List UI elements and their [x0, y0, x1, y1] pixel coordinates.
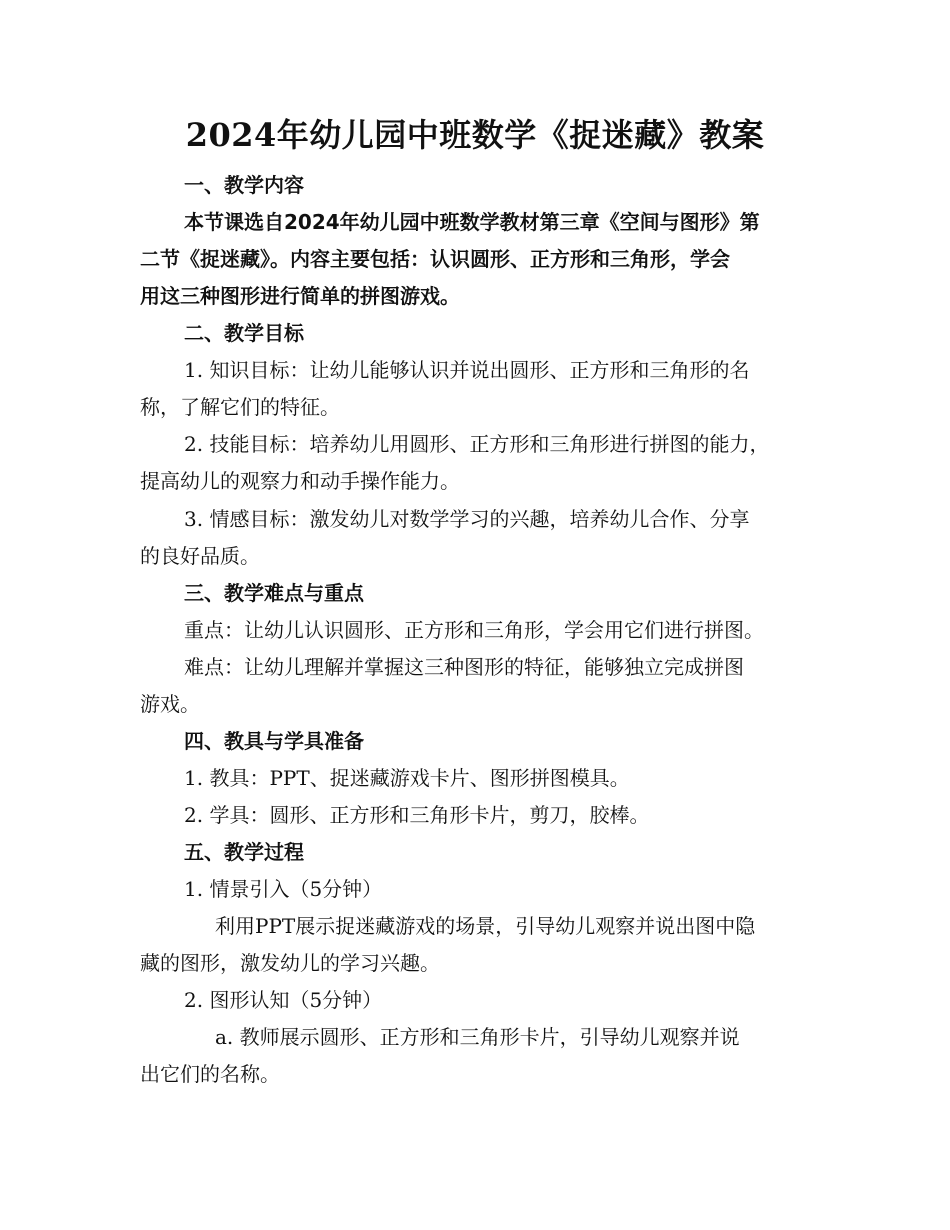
paragraph-line: 藏的图形，激发幼儿的学习兴趣。 — [140, 951, 440, 975]
list-item: 2. 学具：圆形、正方形和三角形卡片，剪刀，胶棒。 — [184, 803, 650, 827]
paragraph-line: 2. 技能目标：培养幼儿用圆形、正方形和三角形进行拼图的能力， — [184, 432, 770, 456]
paragraph-line: 3. 情感目标：激发幼儿对数学学习的兴趣，培养幼儿合作、分享 — [184, 507, 750, 531]
section-heading: 二、教学目标 — [184, 321, 304, 345]
list-item: 2. 图形认知（5分钟） — [184, 988, 383, 1012]
paragraph-line: 提高幼儿的观察力和动手操作能力。 — [140, 469, 460, 493]
section-heading: 三、教学难点与重点 — [184, 581, 364, 605]
paragraph-line: 用这三种图形进行简单的拼图游戏。 — [140, 284, 460, 308]
paragraph-line: 称，了解它们的特征。 — [140, 395, 340, 419]
list-item: 1. 情景引入（5分钟） — [184, 877, 383, 901]
section-heading: 四、教具与学具准备 — [184, 729, 364, 753]
paragraph-line: 重点：让幼儿认识圆形、正方形和三角形，学会用它们进行拼图。 — [184, 618, 764, 642]
paragraph-line: 利用PPT展示捉迷藏游戏的场景，引导幼儿观察并说出图中隐 — [215, 914, 756, 938]
paragraph-line: 本节课选自2024年幼儿园中班数学教材第三章《空间与图形》第 — [184, 210, 760, 234]
paragraph-line: 二节《捉迷藏》。内容主要包括：认识圆形、正方形和三角形，学会 — [140, 247, 730, 271]
paragraph-line: 难点：让幼儿理解并掌握这三种图形的特征，能够独立完成拼图 — [184, 655, 744, 679]
section-heading: 一、教学内容 — [184, 173, 304, 197]
paragraph-line: 1. 知识目标：让幼儿能够认识并说出圆形、正方形和三角形的名 — [184, 358, 750, 382]
paragraph-line: 游戏。 — [140, 692, 200, 716]
list-item: 1. 教具：PPT、捉迷藏游戏卡片、图形拼图模具。 — [184, 766, 630, 790]
paragraph-line: 的良好品质。 — [140, 544, 260, 568]
section-heading: 五、教学过程 — [184, 840, 304, 864]
paragraph-line: 出它们的名称。 — [140, 1062, 280, 1086]
document-title: 2024年幼儿园中班数学《捉迷藏》教案 — [185, 116, 765, 154]
paragraph-line: a. 教师展示圆形、正方形和三角形卡片，引导幼儿观察并说 — [215, 1025, 740, 1049]
